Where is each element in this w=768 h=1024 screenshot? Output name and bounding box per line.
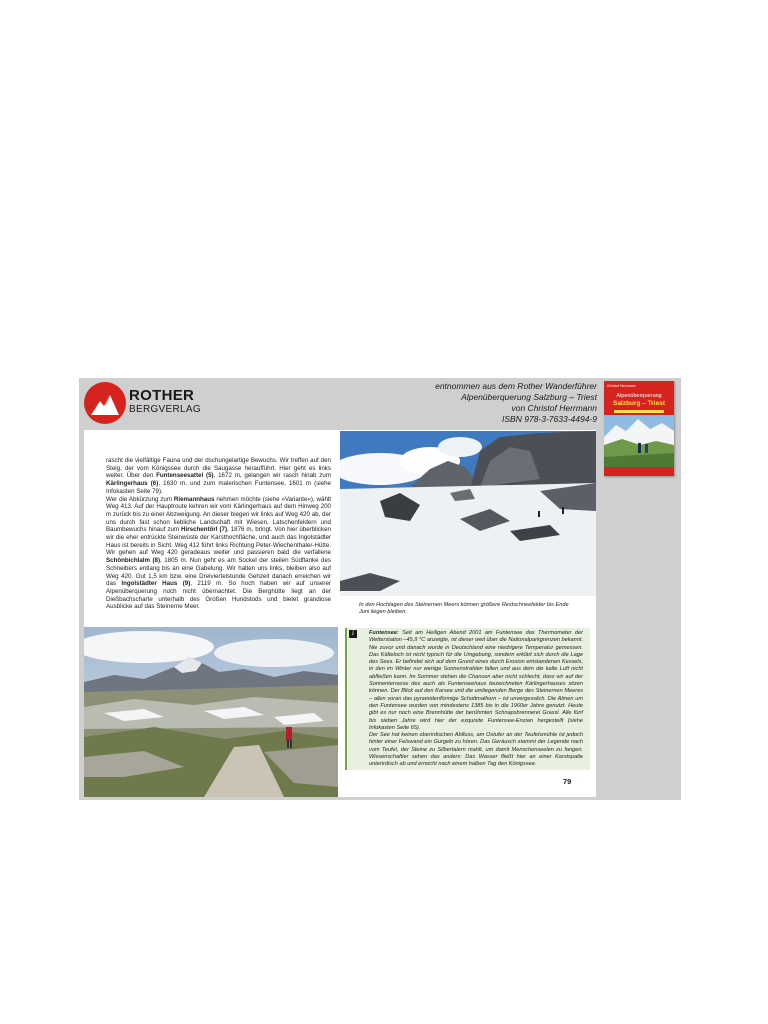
source-line: von Christof Herrmann [511,403,597,413]
info-icon: i [349,630,357,638]
publisher-name: ROTHER [129,387,195,404]
text-run: Wer die Abkürzung zum [106,495,174,503]
book-cover [604,381,674,476]
text-run: nehmen möchte (siehe »Variante«), wählt Weg 413. Auf der Hauptroute kehren wir vom Kärlingerhaus auf dem Hinweg 200 m zurück bis zu einer Abzweigung. An dieser biegen wir links auf Weg 420 ab, der uns durch fast schon liebliche Landschaft mit Wiesen, Latschenfeldern und Baumbewuchs hinauf zum [106,495,331,534]
source-line: ISBN 978-3-7633-4494-9 [502,414,597,424]
place-name: Kärlingerhaus (6) [106,480,159,488]
text-run: , 1876 m, bringt. Von hier überblicken wir die eher entrückte Steinwüste der Karsthochfläche, und auch das Ingolstädter Haus ist bereits in Sicht. Weg 412 führt links Richtung Peter-Wiechenthaler-Hütte. Wir gehen auf Weg 420 geradeaus weiter und passieren bald die verfallene [106,526,331,557]
place-name: Ingolstädter Haus (9) [121,580,191,588]
info-box-title: Funtensee: [369,630,399,636]
page-number: 79 [563,777,572,786]
source-line: entnommen aus dem Rother Wanderführer [435,381,597,391]
rother-logo-icon [83,381,127,425]
publisher-subtitle: BERGVERLAG [129,404,201,415]
place-name: Hirschentörl (7) [181,526,228,534]
karst-plateau-photo [84,627,338,797]
place-name: Funtenseesattel (5) [156,472,214,480]
cover-divider [614,410,664,413]
cover-photo [604,415,674,467]
source-note [297,381,597,425]
text-run: , 2119 m. So hoch haben wir auf unserer Alpenüberquerung noch nicht übernachtet. Die Berghütte liegt an der Dießbachscharte unterhalb des Großen Hundstods und bietet grandiose Ausblicke auf das Steinerne Meer. [106,580,331,611]
main-text [106,457,331,611]
info-box-text [369,630,583,769]
place-name: Schönbichlalm (8) [106,557,161,565]
cover-title-line2: Salzburg – Triest [612,400,666,407]
photo-caption-right: In den Hochlagen des Steinernen Meers können größere Restschneefelder bis Ende Juni liegen bleiben. [359,602,569,616]
cover-title-line1: Alpenüberquerung [616,393,662,399]
text-run: , 1630 m, und zum malerischen Funtensee, 1601 m (siehe Infokasten Seite 79). [106,480,331,495]
text-run: rascht die vielfältige Fauna und der dschungelartige Bewuchs. Wir treffen auf den Steig, der vom Königssee durch die Saugasse heraufführt. Hier geht es links weiter. Über den [106,457,331,480]
place-name: Riemannhaus [173,495,215,503]
snowfield-photo [340,431,596,596]
source-line: Alpenüberquerung Salzburg – Triest [461,392,597,402]
cover-author: Christof Herrmann [607,384,636,388]
text-run: , 1672 m, gelangen wir rasch hinab zum [213,472,332,480]
text-run: , 1805 m. Nun geht es am Sockel der steilen Südflanke des Schneibers entlang bis an eine Gabelung. Wir halten uns links, bleiben also auf Weg 420. Gut 1,5 km bzw. eine Dreiviertelstunde Gehzeit danach erreichen wir das [106,557,331,588]
info-box-body: Seit am Heiligen Abend 2001 am Funtensee das Thermometer der Wetterstation –45,9 °C anzeigte, ist dieser weit über die Nationalparkgrenzen bekannt. Nie zuvor und danach wurde in Deutschland eine niedrigere Temperatur gemessen. Das Kälteloch ist nicht typisch für die Umgebung, sondern erklärt sich durch die Lage des Sees. Er befindet sich auf dem Grund eines durch Erosion entstandenen Kessels, in den im Winter nur wenige Sonnenstrahlen fallen und aus dem die kalte Luft nicht abfließen kann. Im Sommer stehen die Chancen aber nicht schlecht, dass wir auf der Sonnenterrasse des auch als Funtenseehaus bezeichneten Kärlingerhauses sitzen können. Der Blick auf den Karsee und die umliegenden Berge des Steinernen Meeres – allen voran das pyramidenförmige Schottmalhorn – ist unvergesslich. Die Almen um den Funtensee wurden von mindestens 1385 bis in die 1960er Jahre genutzt. Heute gibt es nur noch eine Brennhütte der berühmten Schnapsbrennerei Grassl. Alle fünf bis sieben Jahre wird hier der exquisite Funtensee-Enzian hergestellt (siehe Infokasten Seite 65). Der See hat keinen oberirdischen Abfluss, am Ostufer an der Teufelsmühle ist jedoch hinter einer Felswand ein Gurgeln zu hören. Das Geräusch stammt der Legende nach vom Teufel, der Steine zu Silbertalern mahlt, um damit Menschenseelen zu fangen. Wissenschaftler sehen das anders: Das Wasser fließt hier an einer Karstspalte unterirdisch ab und erreicht nach einem halben Tag den Königssee. [369,630,583,768]
